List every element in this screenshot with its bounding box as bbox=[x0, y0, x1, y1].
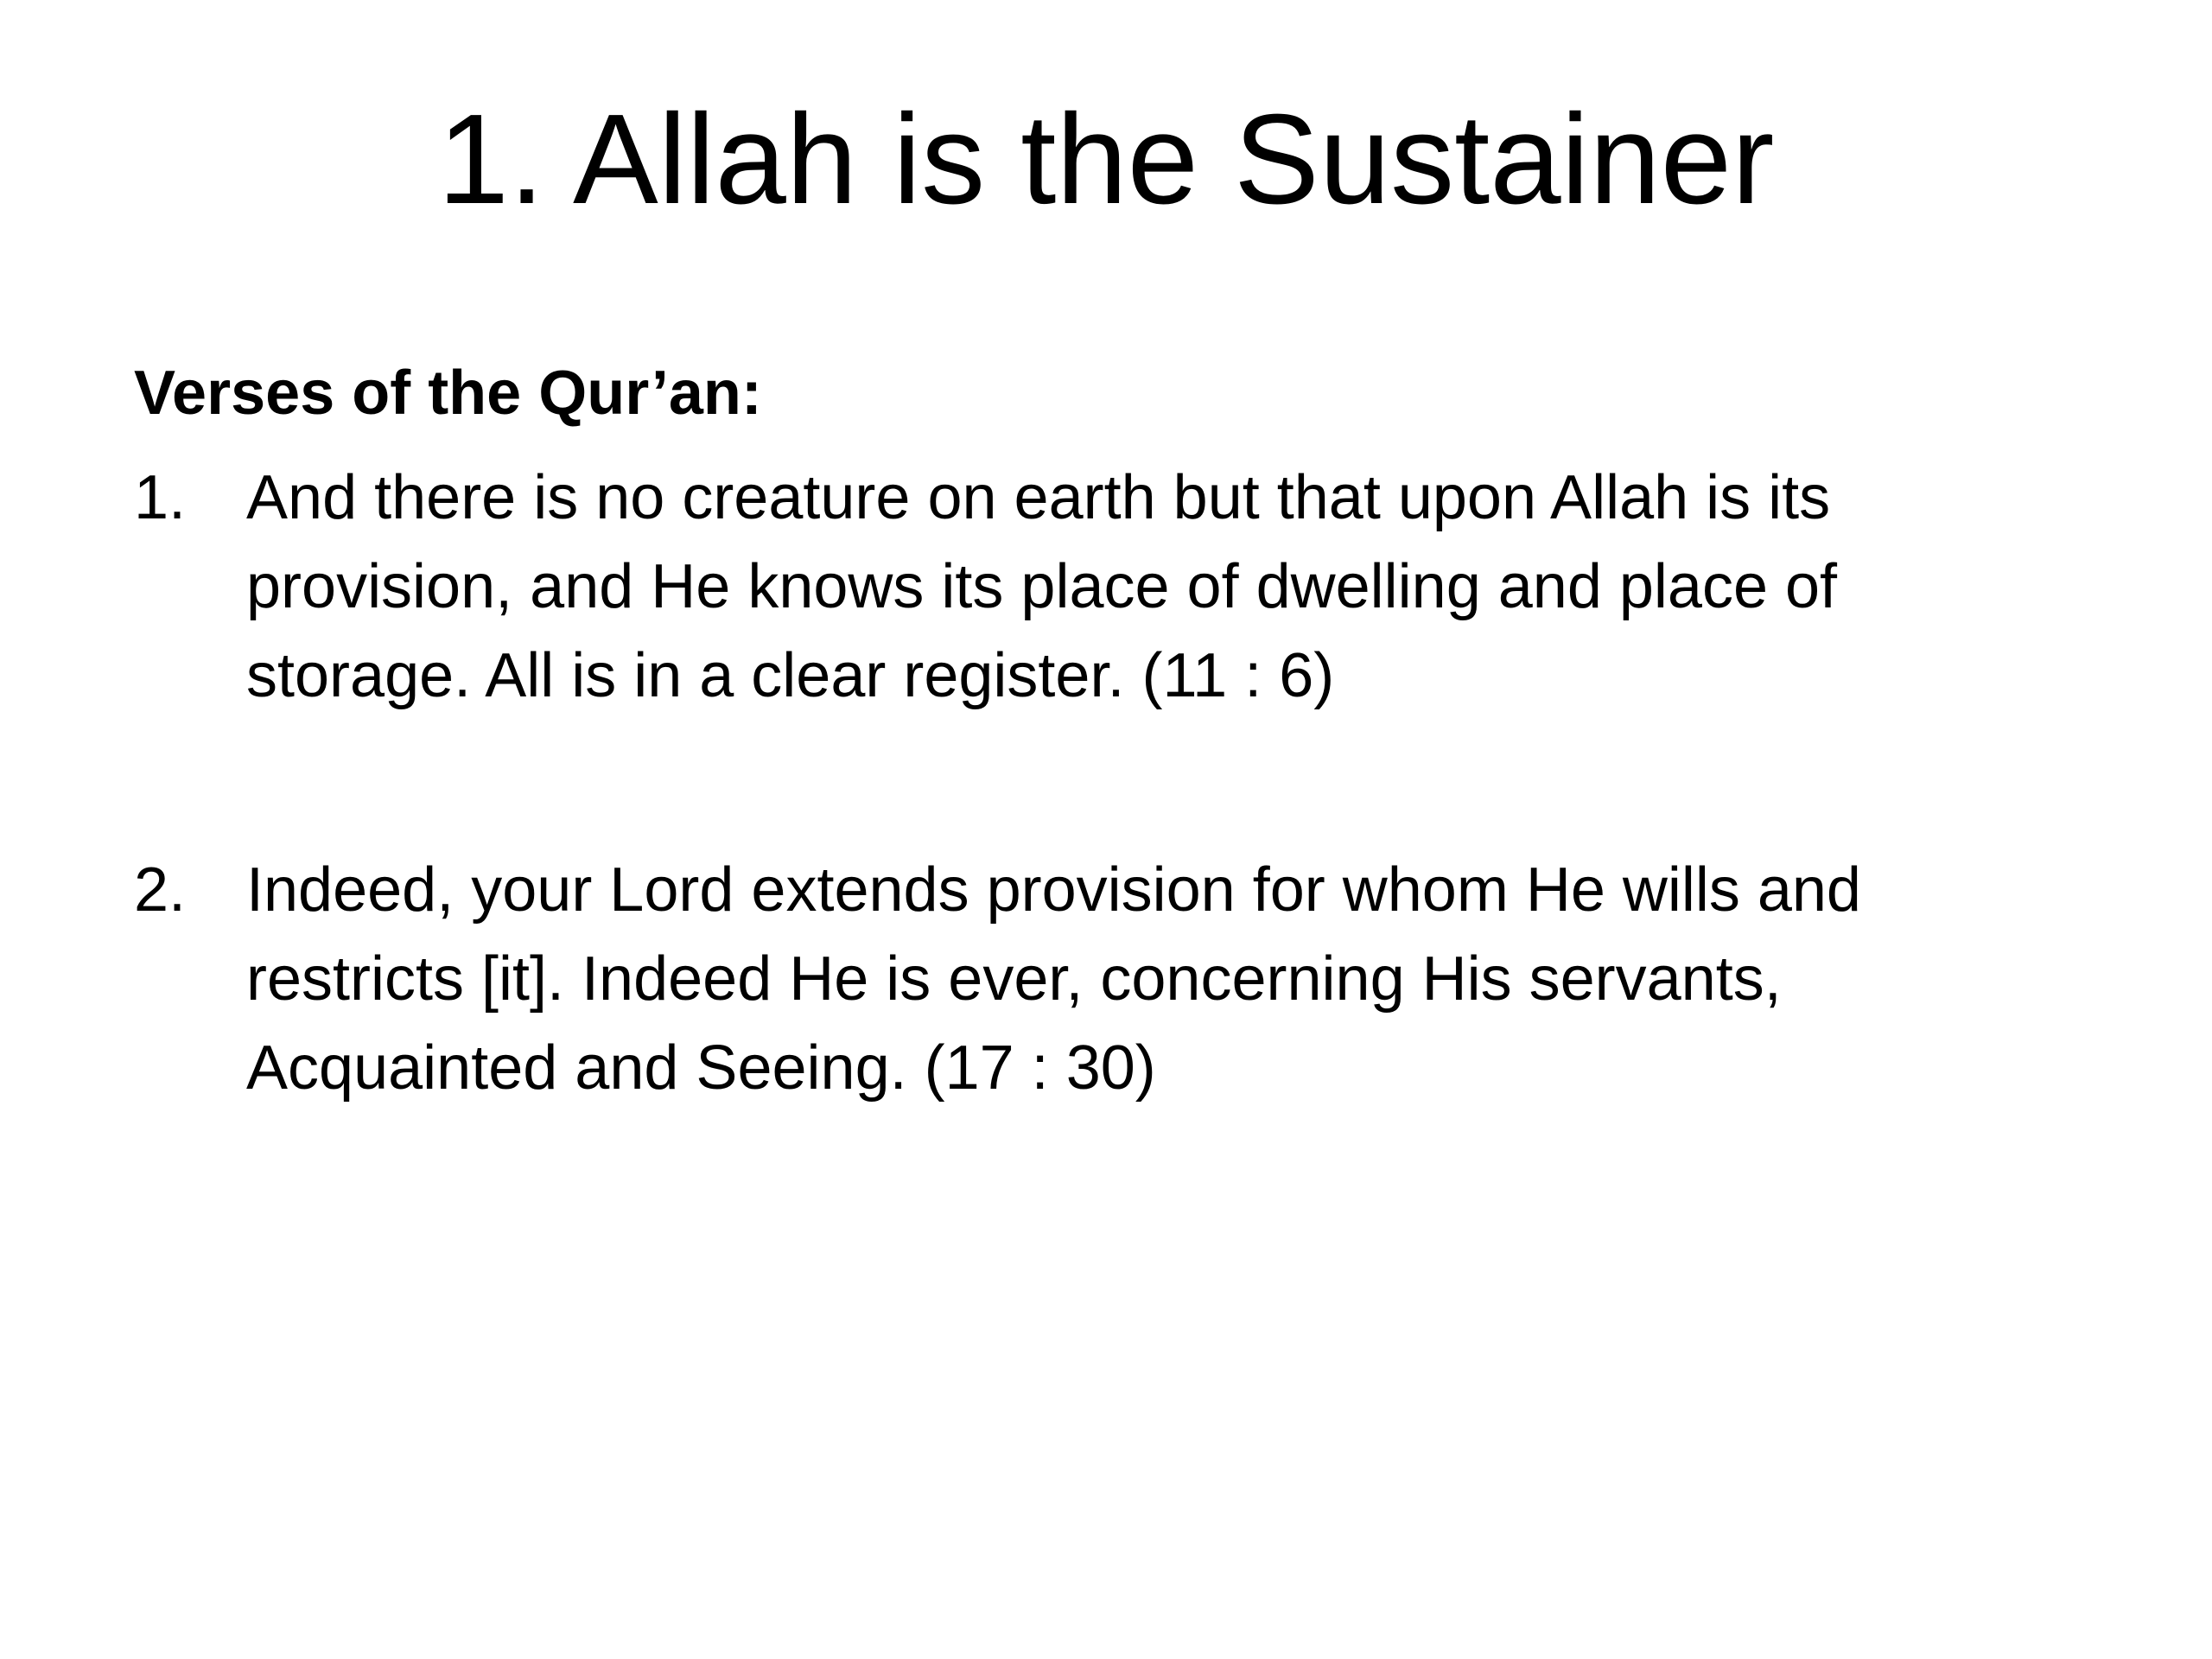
verse-list bbox=[134, 454, 2078, 1113]
verse-item bbox=[134, 846, 2078, 1113]
section-heading: Verses of the Qur’an: bbox=[134, 359, 762, 428]
slide-content bbox=[134, 350, 2078, 1113]
verse-number: 1. bbox=[134, 463, 187, 532]
verse-number: 2. bbox=[134, 855, 187, 925]
slide-title: 1. Allah is the Sustainer bbox=[437, 88, 1775, 231]
verse-item bbox=[134, 454, 2078, 721]
verse-text: Indeed, your Lord extends provision for whom He wills and restricts [it]. Indeed He is ever, concerning His servants, Acquainted and Seeing. (17 : 30) bbox=[246, 855, 1861, 1103]
verse-text: And there is no creature on earth but that upon Allah is its provision, and He knows its place of dwelling and place of storage. All is in a clear register. (11 : 6) bbox=[246, 463, 1838, 710]
